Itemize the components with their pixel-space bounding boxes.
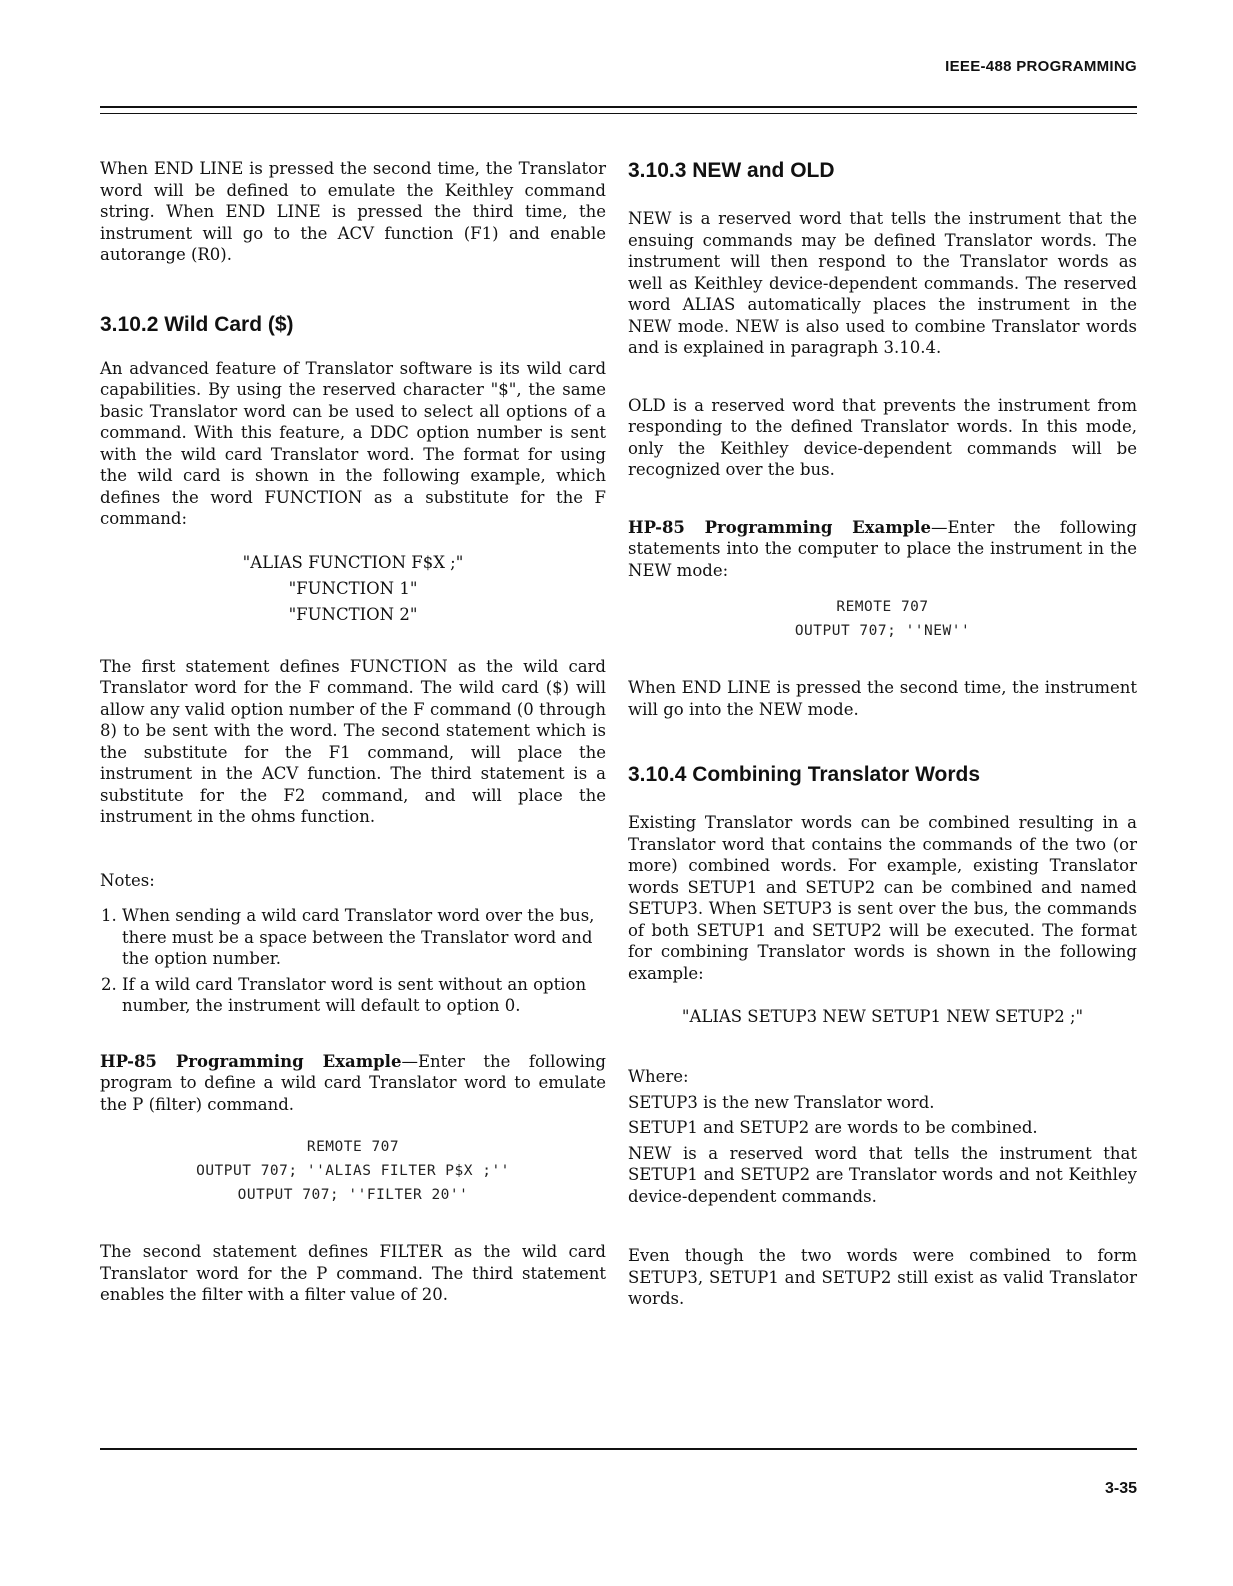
- hp85-example-paragraph: [628, 517, 1137, 582]
- code-line: OUTPUT 707; ''ALIAS FILTER P$X ;'': [196, 1163, 510, 1179]
- wild-card-paragraph: An advanced feature of Translator software is its wild card capabilities. By using the reserved character "$", the same basic Translator word can be used to select all options of a command. With this feature, a DDC option number is sent with the wild card Translator word. The format for using the wild card is shown in the following example, which defines the word FUNCTION as a substitute for the F command:: [100, 358, 606, 528]
- code-block: [628, 595, 1137, 643]
- notes-label: Notes:: [100, 870, 155, 890]
- code-line: OUTPUT 707; ''FILTER 20'': [237, 1187, 469, 1203]
- wild-card-example: [100, 550, 606, 628]
- page-header-title: IEEE-488 PROGRAMMING: [945, 58, 1137, 75]
- hp85-label: HP-85 Programming Example: [628, 517, 931, 537]
- header-rule: [100, 106, 1137, 108]
- closing-paragraph: Even though the two words were combined to form SETUP3, SETUP1 and SETUP2 still exist as valid Translator words.: [628, 1246, 1137, 1308]
- definitions-list: [628, 1092, 1137, 1208]
- hp85-label: HP-85 Programming Example: [100, 1051, 402, 1071]
- note-item: 2. If a wild card Translator word is sent without an option number, the instrument will default to option 0.: [122, 974, 606, 1017]
- code-line: REMOTE 707: [836, 599, 929, 615]
- new-mode-paragraph: When END LINE is pressed the second time, the instrument will go into the NEW mode.: [628, 678, 1137, 719]
- where-label: Where:: [628, 1067, 689, 1086]
- definition-item: SETUP1 and SETUP2 are words to be combined.: [628, 1118, 1038, 1137]
- closing-paragraph: The second statement defines FILTER as the wild card Translator word for the P command. The third statement enables the filter with a filter value of 20.: [100, 1242, 606, 1304]
- note-item: 1. When sending a wild card Translator word over the bus, there must be a space between the Translator word and the option number.: [122, 905, 606, 970]
- definition-item: NEW is a reserved word that tells the instrument that SETUP1 and SETUP2 are Translator words and not Keithley device-dependent commands.: [628, 1143, 1137, 1206]
- section-heading-wild-card: 3.10.2 Wild Card ($): [100, 312, 294, 336]
- combining-example: "ALIAS SETUP3 NEW SETUP1 NEW SETUP2 ;": [681, 1007, 1084, 1026]
- old-paragraph: OLD is a reserved word that prevents the instrument from responding to the defined Translator words. In this mode, only the Keithley device-dependent commands will be recognized over the bus.: [628, 395, 1137, 479]
- right-column: [628, 158, 1137, 1310]
- header-rule-thin: [100, 113, 1137, 114]
- section-heading-combining: 3.10.4 Combining Translator Words: [628, 763, 981, 786]
- example-line: "FUNCTION 1": [288, 578, 418, 598]
- notes-list: [100, 905, 606, 1017]
- footer-rule: [100, 1448, 1137, 1450]
- section-heading-new-old: 3.10.3 NEW and OLD: [628, 159, 835, 182]
- code-line: REMOTE 707: [306, 1139, 400, 1155]
- example-line: "ALIAS FUNCTION F$X ;": [242, 552, 464, 572]
- first-statement-paragraph: The first statement defines FUNCTION as the wild card Translator word for the F command. The wild card ($) will allow any valid option number of the F command (0 through 8) to be sent with the word. The second statement which is the substitute for the F1 command, will place the instrument in the ACV function. The third statement is a substitute for the F2 command, and will place the instrument in the ohms function.: [100, 656, 606, 826]
- page-number: 3-35: [1104, 1480, 1137, 1497]
- hp85-text: —Enter the following statements into the computer to place the instrument in the NEW mode:: [628, 517, 1137, 580]
- new-paragraph: NEW is a reserved word that tells the instrument that the ensuing commands may be defined Translator words. The instrument will then respond to the Translator words as well as Keithley device-dependent commands. The reserved word ALIAS automatically places the instrument in the NEW mode. NEW is also used to combine Translator words and is explained in paragraph 3.10.4.: [628, 209, 1137, 357]
- code-line: OUTPUT 707; ''NEW'': [794, 623, 971, 639]
- definition-item: SETUP3 is the new Translator word.: [628, 1092, 935, 1112]
- hp85-text: —Enter the following program to define a wild card Translator word to emulate the P (filter) command.: [100, 1051, 606, 1114]
- code-block: [100, 1135, 606, 1207]
- example-line: "FUNCTION 2": [288, 604, 418, 624]
- intro-paragraph: When END LINE is pressed the second time, the Translator word will be defined to emulate the Keithley command string. When END LINE is pressed the third time, the instrument will go to the ACV function (F1) and enable autorange (R0).: [100, 159, 606, 264]
- combining-paragraph: Existing Translator words can be combined resulting in a Translator word that contains the commands of the two (or more) combined words. For example, existing Translator words SETUP1 and SETUP2 can be combined and named SETUP3. When SETUP3 is sent over the bus, the commands of both SETUP1 and SETUP2 will be executed. The format for combining Translator words is shown in the following example:: [628, 813, 1137, 983]
- left-column: [100, 158, 606, 1306]
- hp85-example-paragraph: [100, 1051, 606, 1116]
